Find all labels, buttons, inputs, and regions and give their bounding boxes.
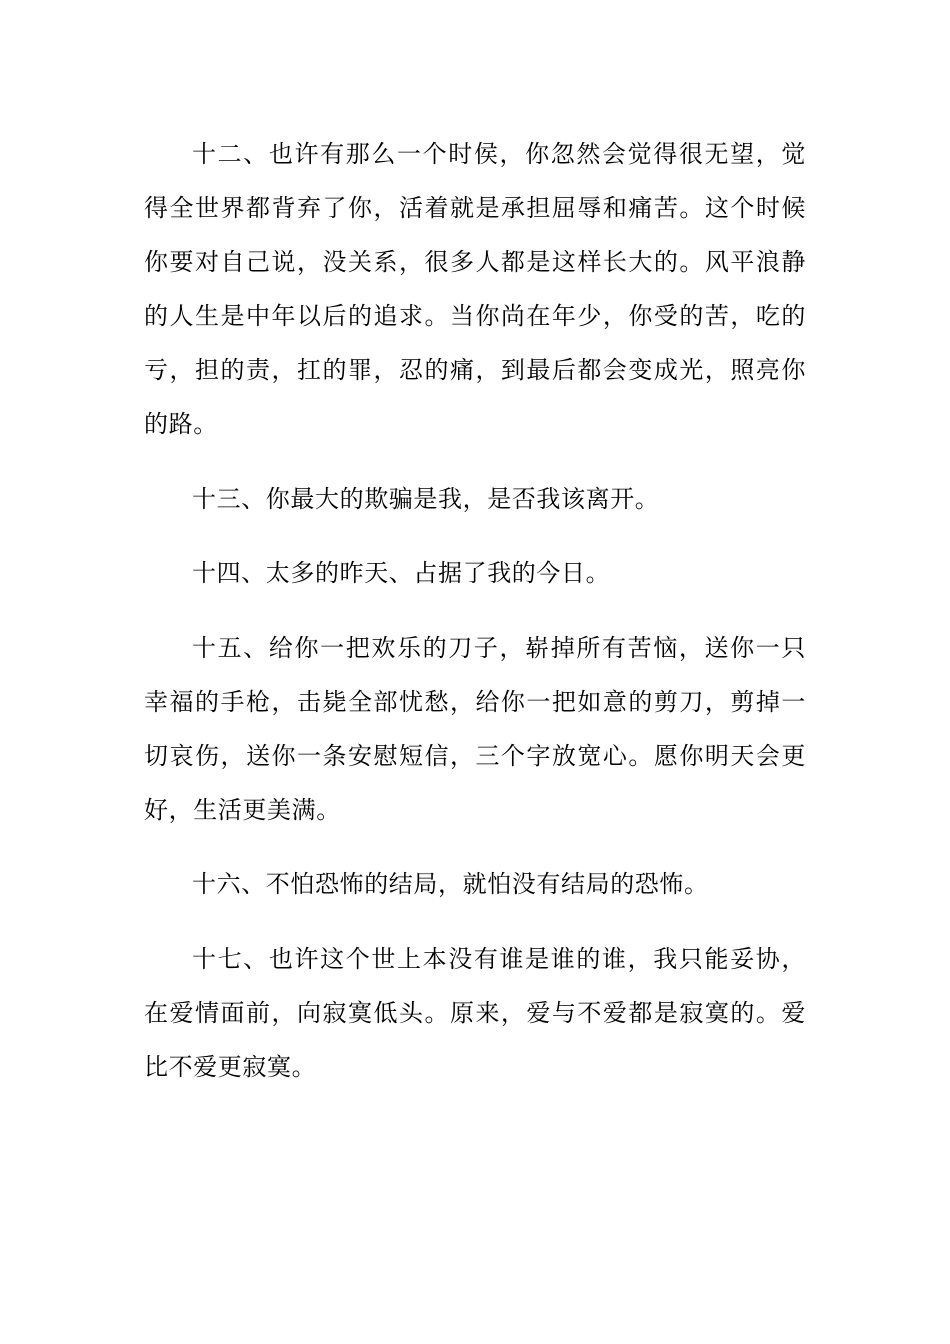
paragraph-17: 十七、也许这个世上本没有谁是谁的谁，我只能妥协，在爱情面前，向寂寞低头。原来，爱与不爱都是寂寞的。爱比不爱更寂寞。 bbox=[144, 944, 806, 1081]
paragraph-15: 十五、给你一把欢乐的刀子，崭掉所有苦恼，送你一只幸福的手枪，击毙全部忧愁，给你一把如意的剪刀，剪掉一切哀伤，送你一条安慰短信，三个字放宽心。愿你明天会更好，生活更美满。 bbox=[144, 633, 806, 824]
paragraph-13: 十三、你最大的欺骗是我，是否我该离开。 bbox=[192, 484, 660, 513]
paragraph-12: 十二、也许有那么一个时侯，你忽然会觉得很无望，觉得全世界都背弃了你，活着就是承担屈辱和痛苦。这个时候你要对自己说，没关系，很多人都是这样长大的。风平浪静的人生是中年以后的追求。当你尚在年少，你受的苦，吃的亏，担的责，扛的罪，忍的痛，到最后都会变成光，照亮你的路。 bbox=[144, 140, 806, 438]
paragraph-14: 十四、太多的昨天、占据了我的今日。 bbox=[192, 559, 611, 587]
document-body bbox=[144, 127, 806, 1094]
paragraph-16: 十六、不怕恐怖的结局，就怕没有结局的恐怖。 bbox=[192, 870, 709, 898]
